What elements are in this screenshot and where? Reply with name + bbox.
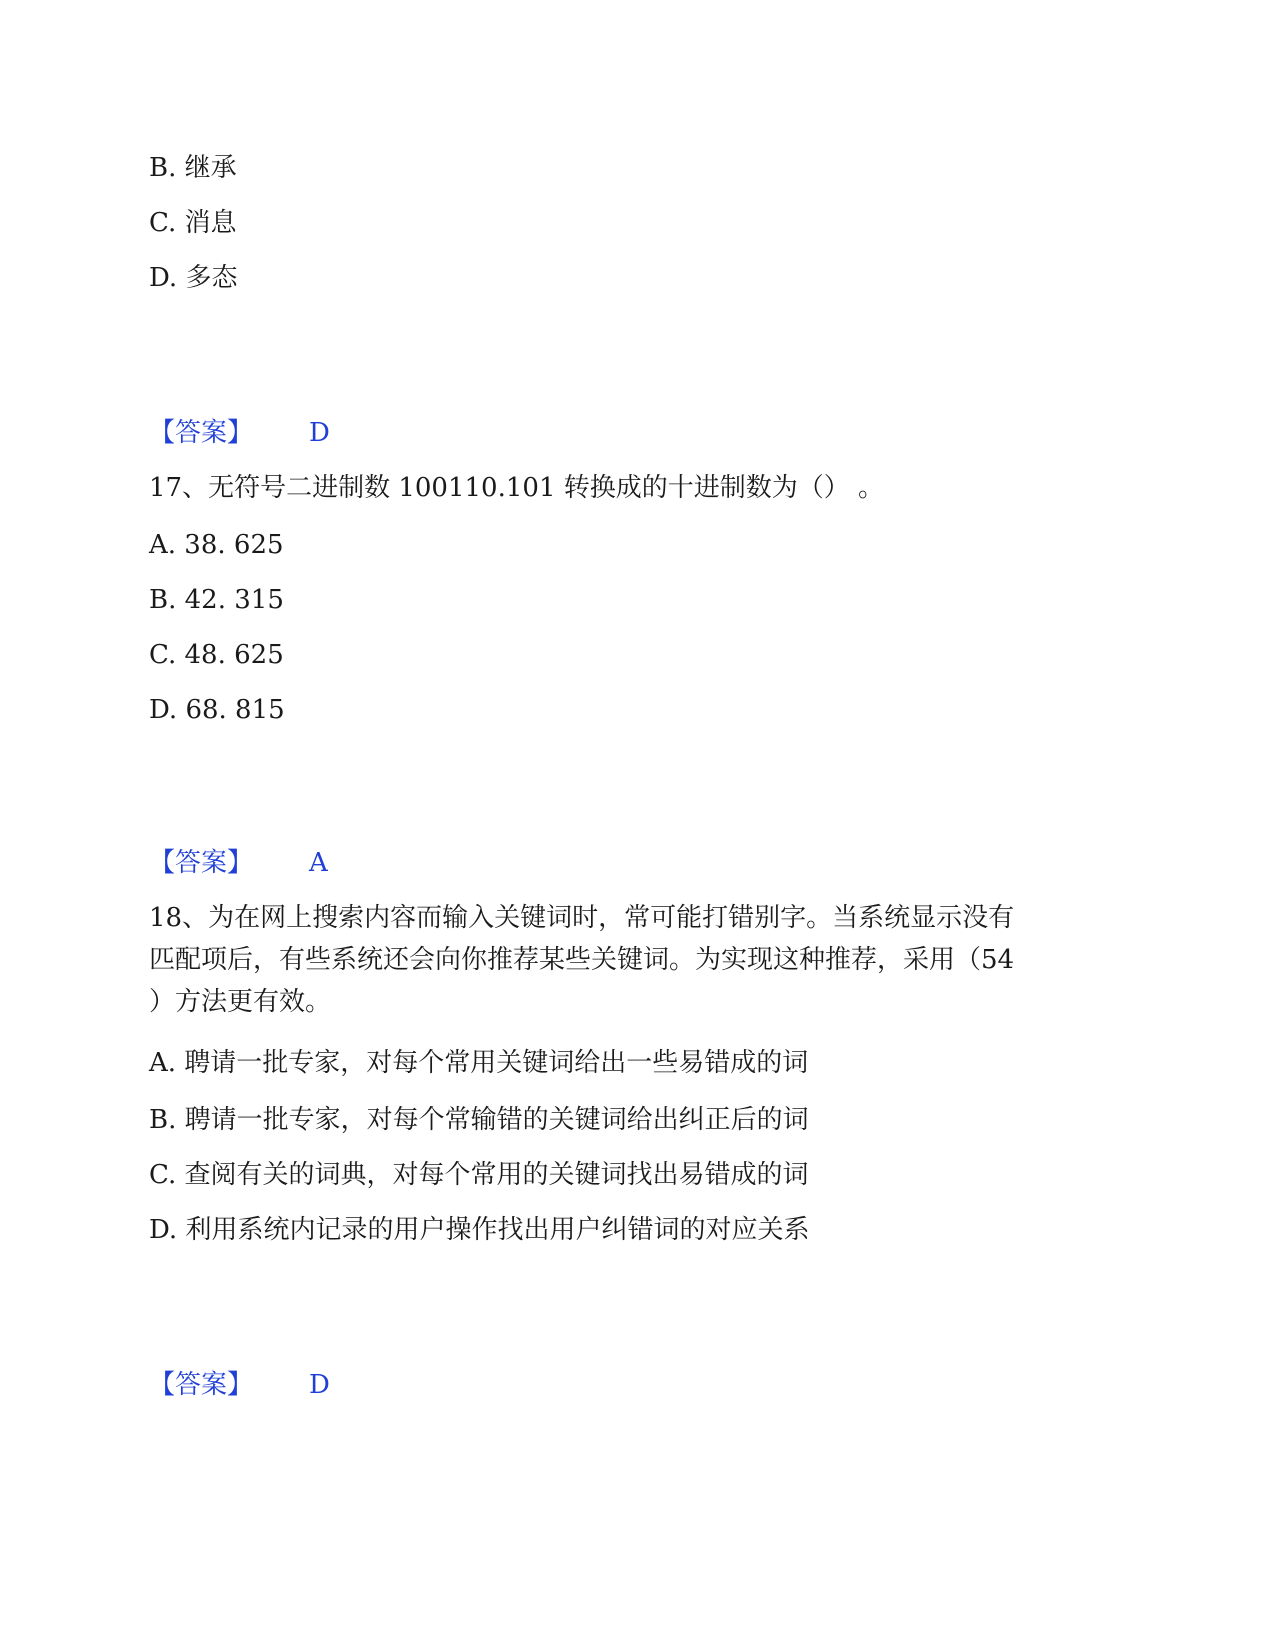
q17-answer-label: 【答案】 — [149, 848, 254, 878]
q17-option-b: B. 42. 315 — [149, 585, 284, 615]
q18-answer — [149, 1370, 330, 1400]
q18-stem-line-2: 匹配项后，有些系统还会向你推荐某些关键词。为实现这种推荐，采用（54 — [149, 945, 1015, 975]
q18-stem-line-1: 18、为在网上搜索内容而输入关键词时，常可能打错别字。当系统显示没有 — [149, 903, 1015, 933]
q18-stem-line-3: ）方法更有效。 — [149, 987, 332, 1017]
q18-answer-value: D — [309, 1370, 330, 1400]
q16-answer-value: D — [309, 418, 330, 448]
q18-stem — [149, 897, 1129, 1023]
q16-option-c: C. 消息 — [149, 208, 237, 238]
q17-option-c: C. 48. 625 — [149, 640, 284, 670]
q18-answer-label: 【答案】 — [149, 1370, 254, 1400]
q18-option-b: B. 聘请一批专家，对每个常输错的关键词给出纠正后的词 — [149, 1105, 809, 1135]
q17-option-a: A. 38. 625 — [149, 530, 284, 560]
q16-option-d: D. 多态 — [149, 263, 238, 293]
q17-option-d: D. 68. 815 — [149, 695, 285, 725]
q18-option-a: A. 聘请一批专家，对每个常用关键词给出一些易错成的词 — [149, 1048, 809, 1078]
q16-answer-label: 【答案】 — [149, 418, 254, 448]
q17-answer-value: A — [309, 848, 328, 878]
q16-option-b: B. 继承 — [149, 153, 237, 183]
q18-option-c: C. 查阅有关的词典，对每个常用的关键词找出易错成的词 — [149, 1160, 809, 1190]
q17-stem: 17、无符号二进制数 100110.101 转换成的十进制数为（） 。 — [149, 473, 885, 503]
q17-answer — [149, 848, 328, 878]
q18-option-d: D. 利用系统内记录的用户操作找出用户纠错词的对应关系 — [149, 1215, 810, 1245]
q16-answer — [149, 418, 330, 448]
